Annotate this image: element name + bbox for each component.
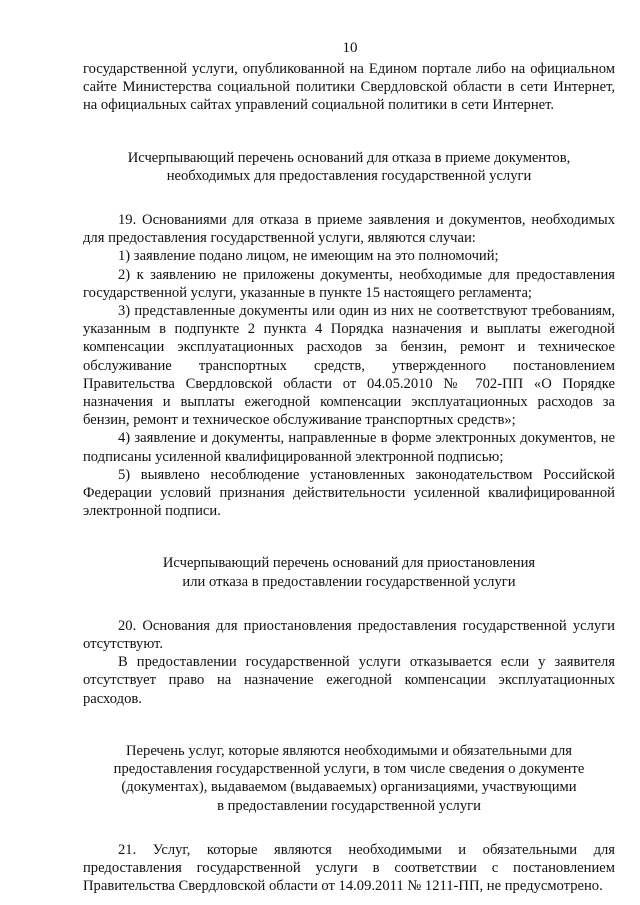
paragraph-item-20-refusal: В предоставлении государственной услуги отказывается если у заявителя отсутствует право на назначение ежегодной компенсации эксплуатационных расходов.	[83, 654, 615, 707]
page-number: 10	[342, 40, 358, 56]
heading-line: предоставления государственной услуги, в том числе сведения о документе	[113, 761, 585, 778]
heading-line: или отказа в предоставлении государственной услуги	[182, 573, 516, 590]
heading-line: (документах), выдаваемом (выдаваемых) организациями, участвующими	[121, 779, 577, 796]
document-body	[83, 60, 615, 895]
subitem-5: 5) выявлено несоблюдение установленных законодательством Российской Федерации условий признания действительности усиленной квалифицированной электронной подписи.	[83, 466, 615, 520]
section-heading-suspension	[83, 554, 615, 590]
intro-paragraph: государственной услуги, опубликованной на Едином портале либо на официальном сайте Министерства социальной политики Свердловской области в сети Интернет, на официальных сайтах управлений социальной политики в сети Интернет.	[83, 61, 615, 114]
paragraph-item-19: 19. Основаниями для отказа в приеме заявления и документов, необходимых для предоставления государственной услуги, являются случаи:	[83, 212, 615, 247]
heading-line: необходимых для предоставления государственной услуги	[166, 167, 532, 184]
paragraph-item-20: 20. Основания для приостановления предоставления государственной услуги отсутствуют.	[83, 617, 615, 653]
heading-line: Исчерпывающий перечень оснований для отказа в приеме документов,	[127, 149, 571, 166]
heading-line: Исчерпывающий перечень оснований для приостановления	[162, 555, 536, 572]
section-heading-required-services	[83, 742, 615, 815]
subitem-2: 2) к заявлению не приложены документы, необходимые для предоставления государственной услуги, указанные в пункте 15 настоящего регламента;	[83, 266, 615, 301]
heading-line: в предоставлении государственной услуги	[217, 797, 481, 814]
paragraph-item-21: 21. Услуг, которые являются необходимыми и обязательными для предоставления государственной услуги в соответствии с постановлением Правительства Свердловской области от 14.09.2011 № 1211-ПП, не предусмотрено.	[83, 841, 615, 895]
section-heading-refusal-documents	[83, 149, 615, 185]
heading-line: Перечень услуг, которые являются необходимыми и обязательными для	[126, 742, 572, 759]
subitem-4: 4) заявление и документы, направленные в форме электронных документов, не подписаны усиленной квалифицированной электронной подписью;	[83, 430, 615, 465]
subitem-1: 1) заявление подано лицом, не имеющим на это полномочий;	[118, 248, 499, 265]
subitem-3: 3) представленные документы или один из них не соответствуют требованиям, указанным в подпункте 2 пункта 4 Порядка назначения и выплаты ежегодной компенсации эксплуатационных расходов за бензин, ремонт и техническое обслуживание транспортных средств, утвержденного постановлением Правительства Свердловской области от 04.05.2010 № 702-ПП «О Порядке назначения и выплаты ежегодной компенсации эксплуатационных расходов за бензин, ремонт и техническое обслуживание транспортных средств»;	[83, 303, 615, 429]
